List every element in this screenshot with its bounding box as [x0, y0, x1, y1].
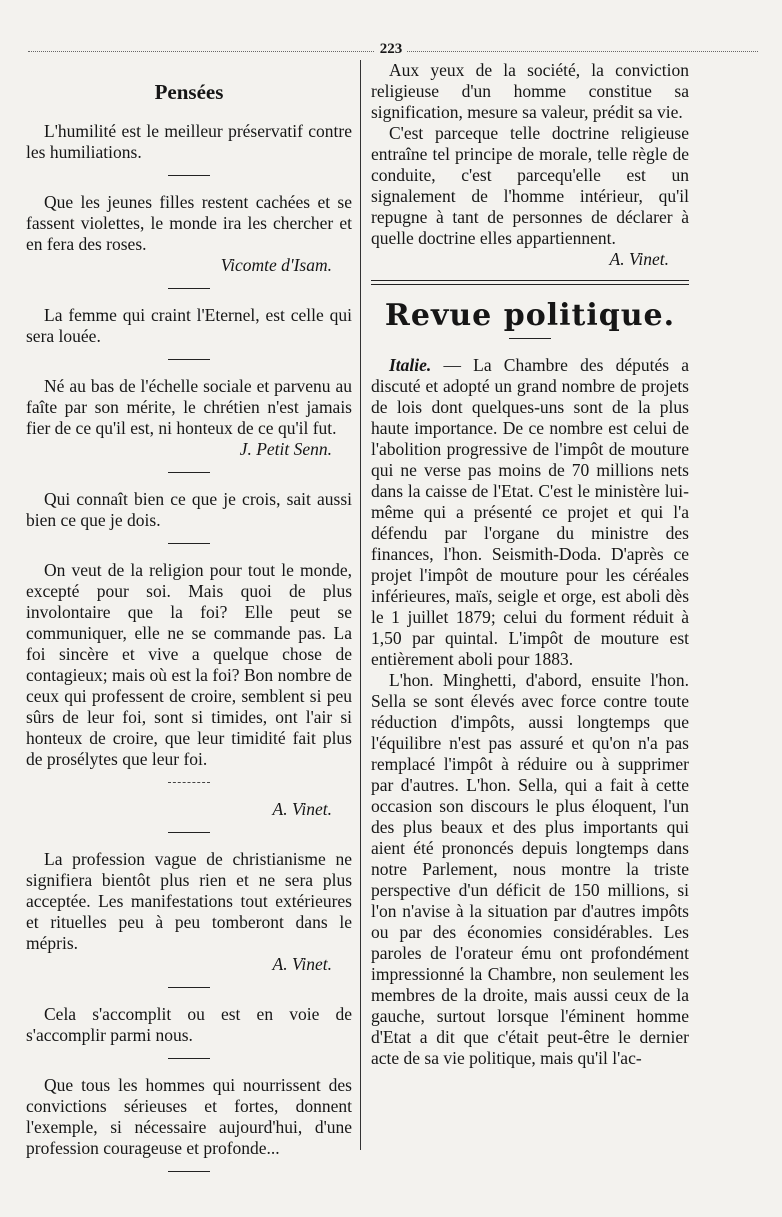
page-number: 223: [0, 41, 782, 58]
paragraph-italie: [371, 355, 689, 670]
italie-text: — La Chambre des députés a discuté et adopté un grand nombre de projets de lois dont quelques-uns sont de la plus haute importance. De ce nombre est celui de l'abolition progressive de l'impôt de mouture qui ne verse pas moins de 70 millions nets dans la caisse de l'Etat. C'est le ministère lui-même qui a présenté ce projet et qui l'a défendu par l'organe du ministre des finances, l'hon. Seismith-Doda. D'après ce projet l'impôt de mouture pour les céréales inférieures, maïs, seigle et orge, est aboli dès le 1 juillet 1879; celui du forment réduit à 1,50 par quintal. L'impôt de mouture est entièrement aboli pour 1883.: [371, 355, 689, 669]
paragraph: C'est parceque telle doctrine religieuse entraîne tel principe de morale, telle règle de conduite, c'est parcequ'elle est un signalement de l'homme intérieur, qu'il repugne à tant de personnes de déclarer à quelle doctrine elles appartiennent.: [371, 123, 689, 248]
double-rule: [371, 280, 689, 285]
left-column: [26, 60, 352, 1188]
paragraph: Qui connaît bien ce que je crois, sait aussi bien ce que je dois.: [26, 489, 352, 530]
paragraph: Que les jeunes filles restent cachées et se fassent violettes, le monde ira les chercher et en fera des roses.: [26, 192, 352, 254]
separator: [168, 288, 210, 289]
signature: J. Petit Senn.: [239, 439, 332, 459]
signature: A. Vinet.: [272, 954, 332, 974]
column-divider: [360, 60, 361, 1150]
separator: [168, 1171, 210, 1172]
paragraph: L'hon. Minghetti, d'abord, ensuite l'hon. Sella se sont élevés avec force contre toute réduction d'impôts, aussi longtemps que l'équilibre n'est pas assuré et qu'on n'a pas remplacé l'impôt à réduire ou à supprimer par d'autres. L'hon. Sella, qui a fait à cette occasion son discours le plus éloquent, l'un des plus beaux et des plus importants qui aient été prononcés depuis longtemps dans notre Parlement, nous montre la triste perspective d'un déficit de 150 millions, si l'on n'avise à la situation par d'autres impôts ou par des économies considérables. Les paroles de l'orateur ému ont profondément impressionné la Chambre, non seulement les membres de la droite, mais aussi ceux de la gauche, surtout lorsque l'éminent homme d'Etat a dit que c'était peut-être le dernier acte de sa vie politique, mais qu'il l'ac-: [371, 670, 689, 1068]
separator: [168, 987, 210, 988]
separator: [168, 1058, 210, 1059]
paragraph: La femme qui craint l'Eternel, est celle qui sera louée.: [26, 305, 352, 346]
paragraph: L'humilité est le meilleur préservatif contre les humiliations.: [26, 121, 352, 162]
paragraph: La profession vague de christianisme ne signifiera bientôt plus rien et ne sera plus acceptée. Les manifestations tout extérieures et rituelles peu à peu tomberont dans le mépris.: [26, 849, 352, 953]
separator: [168, 543, 210, 544]
italie-label: Italie.: [389, 355, 432, 375]
signature: A. Vinet.: [609, 249, 669, 269]
paragraph: Que tous les hommes qui nourrissent des convictions sérieuses et fortes, donnent l'exemple, si nécessaire aujourd'hui, d'une profession courageuse et profonde...: [26, 1075, 352, 1158]
separator: [168, 359, 210, 360]
separator: [168, 782, 210, 783]
separator: [168, 832, 210, 833]
paragraph: Aux yeux de la société, la conviction religieuse d'un homme constitue sa signification, mesure sa valeur, prédit sa vie.: [371, 60, 689, 122]
signature: A. Vinet.: [272, 799, 332, 819]
signature: Vicomte d'Isam.: [220, 255, 332, 275]
paragraph: Cela s'accomplit ou est en voie de s'accomplir parmi nous.: [26, 1004, 352, 1045]
separator: [168, 175, 210, 176]
section-heading-pensees: Pensées: [154, 80, 224, 104]
separator: [509, 338, 551, 339]
section-heading-revue-politique: Revue politique.: [384, 298, 676, 333]
right-column: [371, 60, 689, 1069]
separator: [168, 472, 210, 473]
paragraph: Né au bas de l'échelle sociale et parvenu au faîte par son mérite, le chrétien n'est jamais fier de ce qu'il est, ni honteux de ce qu'il fut.: [26, 376, 352, 438]
paragraph: On veut de la religion pour tout le monde, excepté pour soi. Mais quoi de plus involontaire que la foi? Elle peut se communiquer, elle ne se commande pas. La foi sincère et vive a quelque chose de contagieux; mais où est la foi? Bon nombre de ceux qui professent de croire, semblent si peu sûrs de leur foi, sont si timides, ont l'air si honteux de croire, que leur timidité fait plus de prosélytes que leur foi.: [26, 560, 352, 769]
